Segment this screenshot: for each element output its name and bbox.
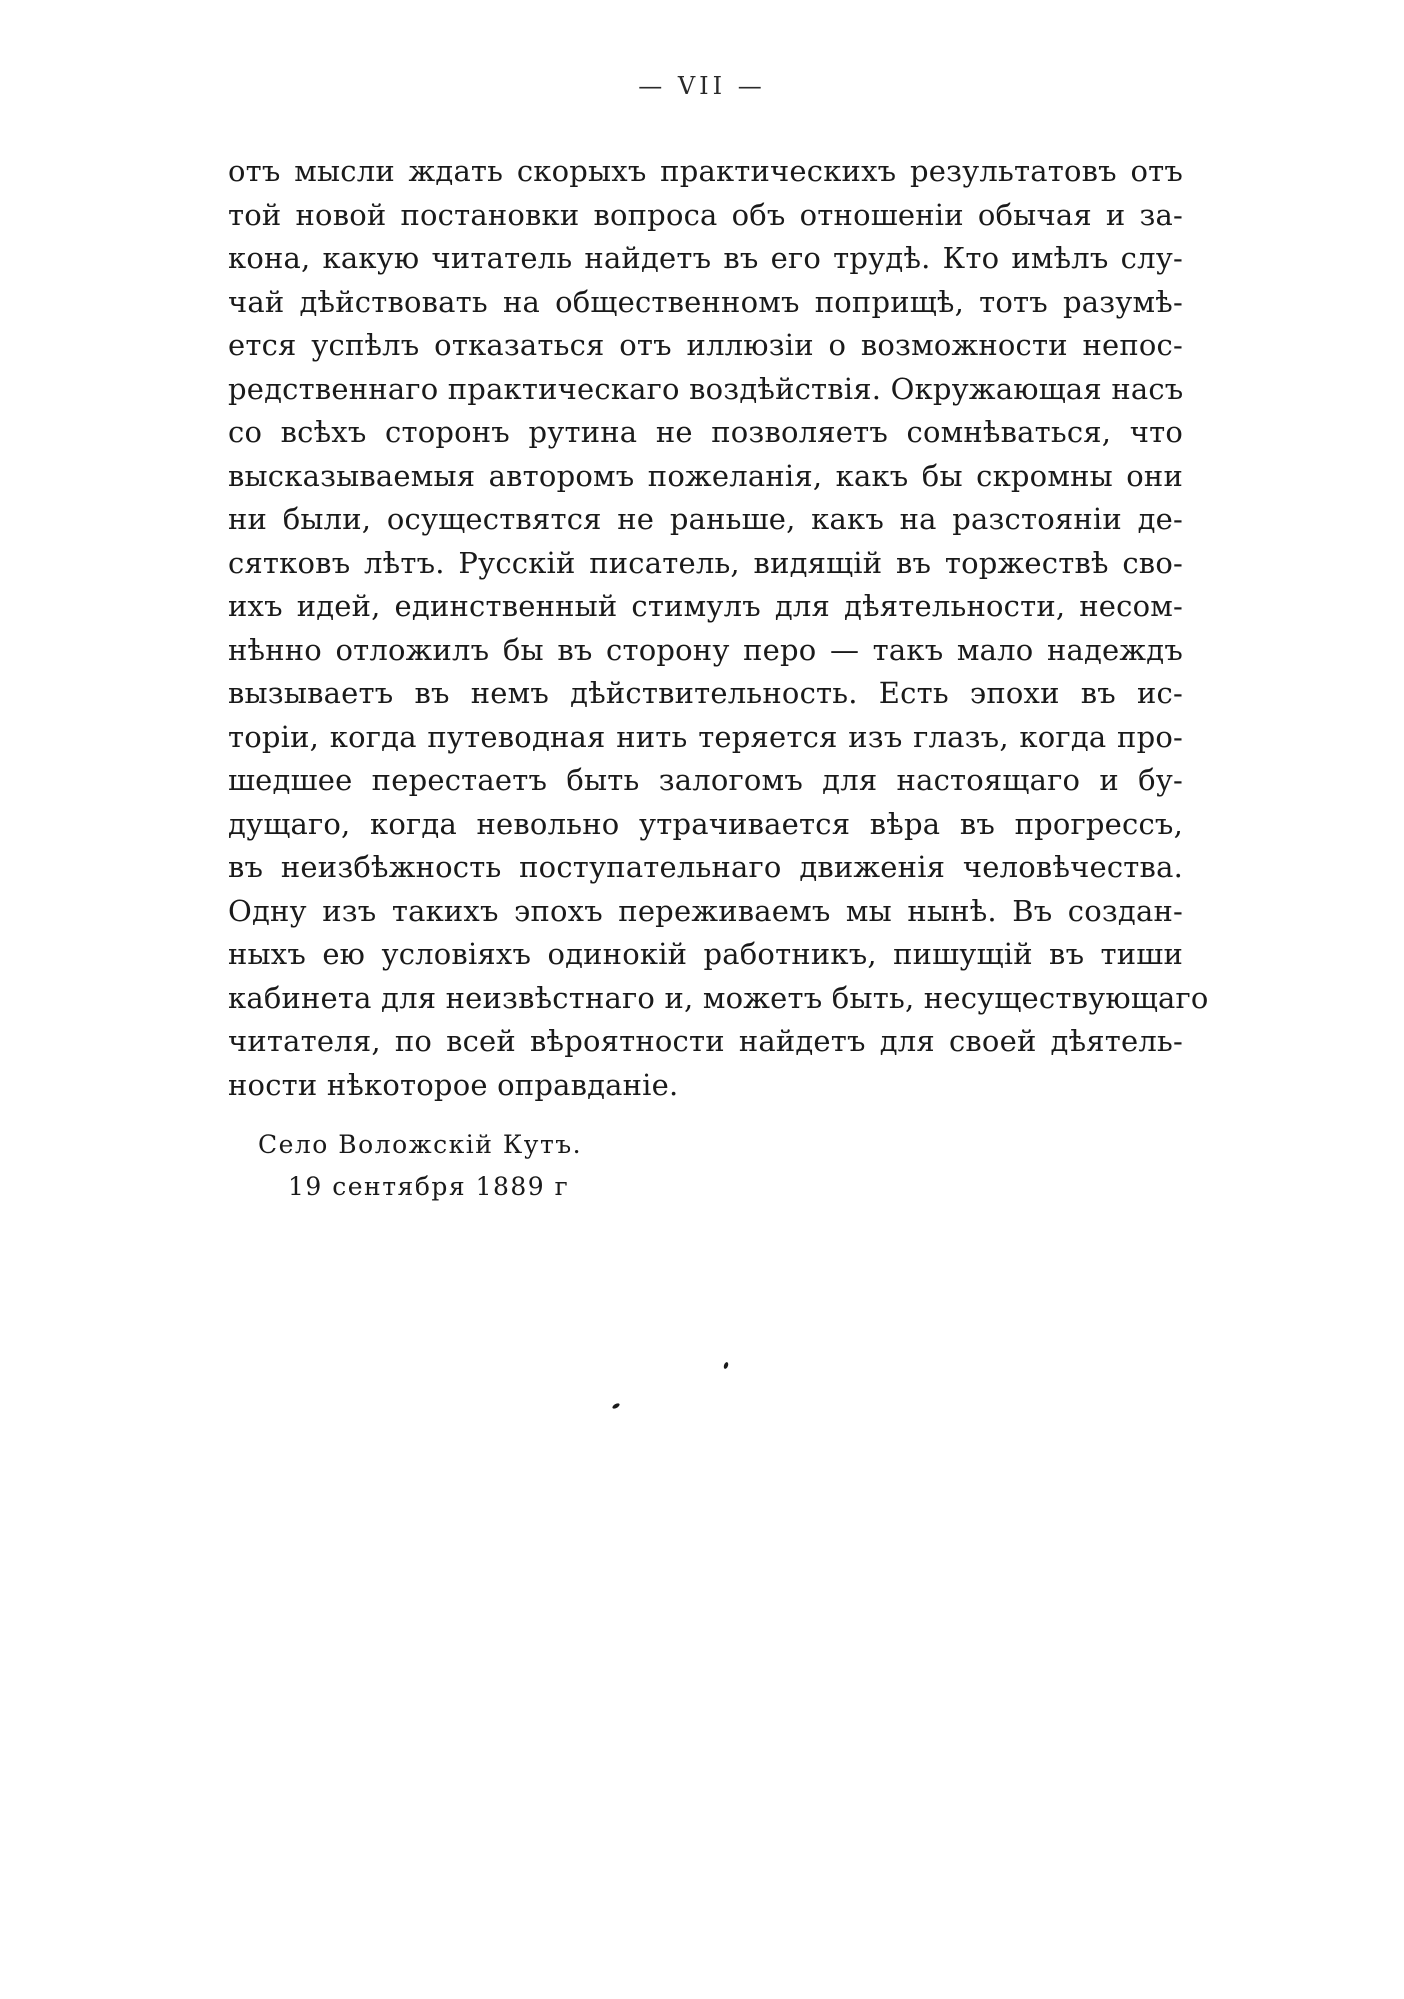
text-line: шедшее перестаетъ быть залогомъ для настоящаго и бу-: [228, 763, 1183, 797]
text-line: Одну изъ такихъ эпохъ переживаемъ мы нынѣ. Въ создан-: [228, 893, 1183, 928]
body-text: [228, 150, 1209, 1107]
text-line: дущаго, когда невольно утрачивается вѣра въ прогрессъ,: [228, 806, 1183, 841]
text-line: ихъ идей, единственный стимулъ для дѣятельности, несом-: [228, 589, 1183, 623]
text-line: отъ мысли ждать скорыхъ практическихъ результатовъ отъ: [228, 154, 1183, 188]
page-number: — VII —: [638, 72, 766, 100]
signature-block: [258, 1124, 582, 1208]
text-line: чай дѣйствовать на общественномъ поприщѣ, тотъ разумѣ-: [228, 284, 1183, 319]
text-line: торіи, когда путеводная нить теряется изъ глазъ, когда про-: [228, 719, 1183, 754]
signature-place: Село Воложскій Кутъ.: [258, 1130, 583, 1159]
text-line: ни были, осуществятся не раньше, какъ на разстояніи де-: [228, 502, 1183, 536]
text-line: нѣнно отложилъ бы въ сторону перо — такъ мало надеждъ: [228, 632, 1183, 667]
text-line: высказываемыя авторомъ пожеланія, какъ бы скромны они: [228, 458, 1183, 493]
text-line: той новой постановки вопроса объ отношеніи обычая и за-: [228, 197, 1183, 232]
text-line: ности нѣкоторое оправданіе.: [228, 1067, 679, 1102]
text-line: сятковъ лѣтъ. Русскій писатель, видящій въ торжествѣ сво-: [228, 545, 1183, 580]
text-line: вызываетъ въ немъ дѣйствительность. Есть эпохи въ ис-: [228, 676, 1183, 710]
ink-speck: [723, 1362, 729, 1370]
text-line: ется успѣлъ отказаться отъ иллюзіи о возможности непос-: [228, 328, 1183, 362]
text-line: со всѣхъ сторонъ рутина не позволяетъ сомнѣваться, что: [228, 415, 1183, 449]
signature-date: 19 сентября 1889 г: [288, 1172, 570, 1201]
text-line: въ неизбѣжность поступательнаго движенія человѣчества.: [228, 850, 1183, 884]
text-line: читателя, по всей вѣроятности найдетъ для своей дѣятель-: [228, 1024, 1183, 1058]
text-line: ныхъ ею условіяхъ одинокій работникъ, пишущій въ тиши: [228, 937, 1183, 971]
text-line: кона, какую читатель найдетъ въ его трудѣ. Кто имѣлъ слу-: [228, 241, 1183, 275]
ink-speck: [612, 1402, 621, 1409]
text-line: кабинета для неизвѣстнаго и, можетъ быть, несуществующаго: [228, 980, 1209, 1015]
text-line: редственнаго практическаго воздѣйствія. Окружающая насъ: [228, 371, 1184, 406]
